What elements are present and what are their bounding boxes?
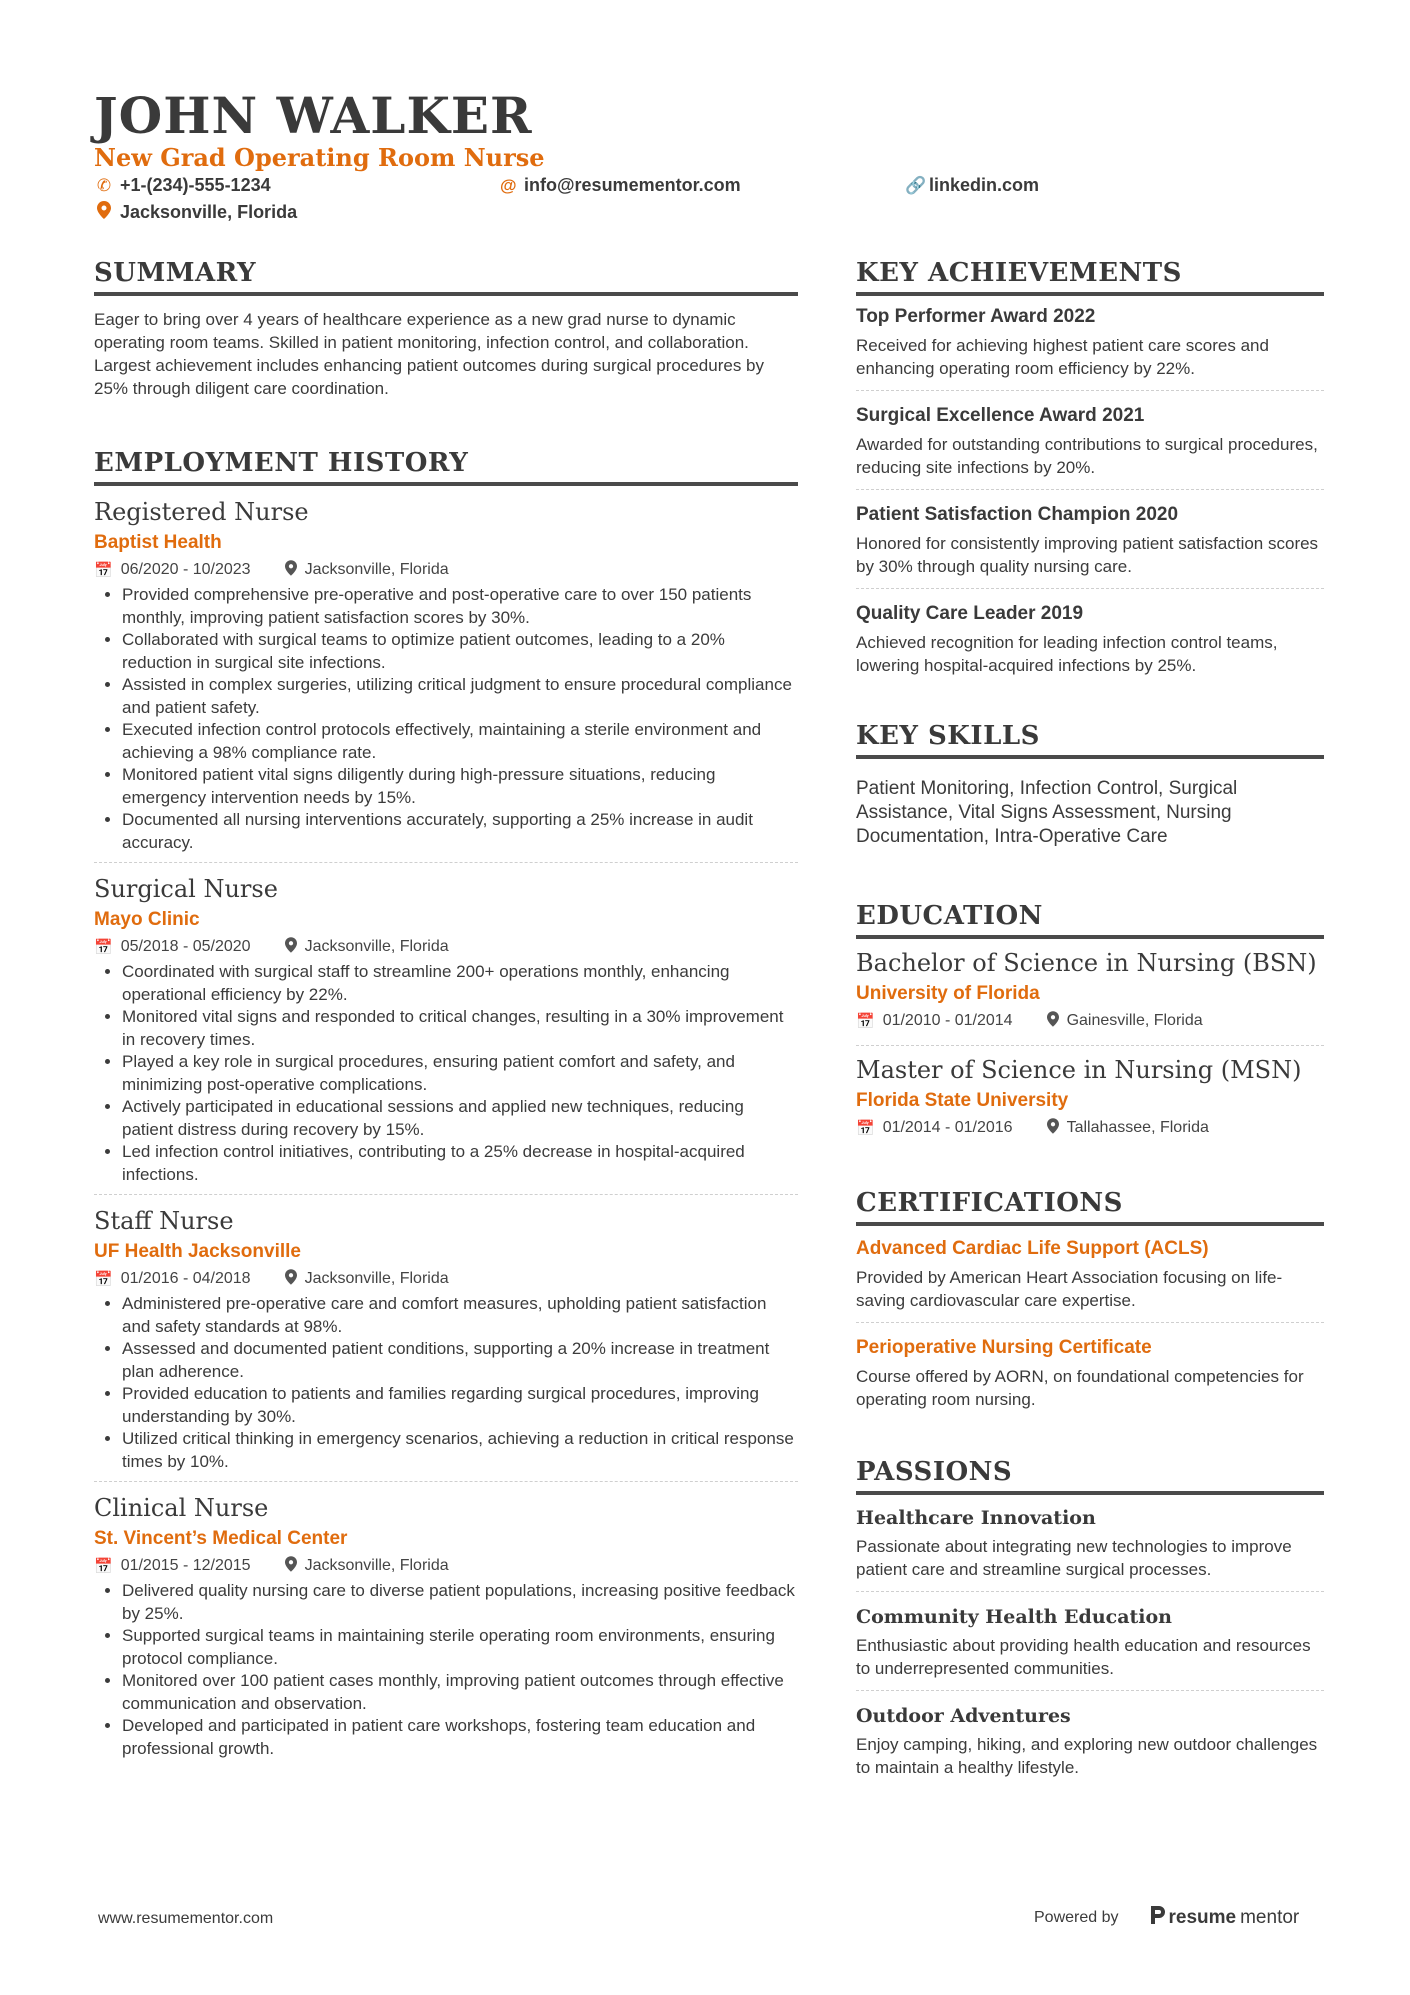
candidate-name: JOHN WALKER <box>94 86 533 145</box>
job-meta <box>94 1556 798 1576</box>
certification-text: Course offered by AORN, on foundational competencies for operating room nursing. <box>856 1367 1304 1409</box>
right-column <box>856 258 1324 1789</box>
education-dates: 01/2010 - 01/2014 <box>882 1012 1013 1029</box>
job-bullet: • Developed and participated in patient care workshops, fostering team education and professional growth. <box>122 1715 798 1760</box>
footer-website[interactable]: www.resumementor.com <box>98 1910 274 1927</box>
job-location: Jacksonville, Florida <box>304 561 449 578</box>
summary-text: Eager to bring over 4 years of healthcare experience as a new grad nurse to dynamic operating room teams. Skilled in patient monitoring, infection control, and collaboration. Largest achievement includes enhancing patient outcomes during surgical procedures by 25% through diligent care coordination. <box>94 310 765 398</box>
certification-text: Provided by American Heart Association focusing on life-saving cardiovascular care expertise. <box>856 1268 1283 1310</box>
job-meta <box>94 937 798 957</box>
phone-icon: ✆ <box>96 175 112 195</box>
job-title: Staff Nurse <box>94 1207 234 1235</box>
passions-heading: PASSIONS <box>856 1457 1324 1495</box>
calendar-icon: 📅 <box>856 1013 875 1030</box>
location-pin-icon <box>285 1269 297 1289</box>
job-location: Jacksonville, Florida <box>304 1270 449 1287</box>
achievement-title: Quality Care Leader 2019 <box>856 603 1084 624</box>
job-bullet: • Coordinated with surgical staff to streamline 200+ operations monthly, enhancing operational efficiency by 22%. <box>122 961 798 1006</box>
job-dates: 01/2015 - 12/2015 <box>120 1557 251 1574</box>
job-company: Mayo Clinic <box>94 909 200 930</box>
job-dates: 06/2020 - 10/2023 <box>120 561 251 578</box>
job-bullet: • Provided education to patients and families regarding surgical procedures, improving understanding by 30%. <box>122 1383 798 1428</box>
job-meta <box>94 560 798 580</box>
calendar-icon: 📅 <box>94 562 113 579</box>
job-bullet: • Utilized critical thinking in emergency scenarios, achieving a reduction in critical response times by 10%. <box>122 1428 798 1473</box>
passion-title: Outdoor Adventures <box>856 1705 1071 1727</box>
brand-logo[interactable] <box>1149 1906 1300 1930</box>
job-bullet: • Provided comprehensive pre-operative and post-operative care to over 150 patients monthly, improving patient satisfaction scores by 30%. <box>122 584 798 629</box>
job-dates: 05/2018 - 05/2020 <box>120 938 251 955</box>
location-pin-icon <box>96 201 112 224</box>
job-title: Registered Nurse <box>94 498 309 526</box>
job-company: St. Vincent’s Medical Center <box>94 1528 348 1549</box>
job-bullet: • Led infection control initiatives, contributing to a 25% decrease in hospital-acquired infections. <box>122 1141 798 1186</box>
job-entry <box>94 1195 798 1482</box>
link-icon: 🔗 <box>905 175 927 195</box>
employment-heading: EMPLOYMENT HISTORY <box>94 448 798 486</box>
phone-contact <box>96 175 271 196</box>
calendar-icon: 📅 <box>94 1558 113 1575</box>
job-bullet: • Monitored patient vital signs diligently during high-pressure situations, reducing emergency intervention needs by 15%. <box>122 764 798 809</box>
calendar-icon: 📅 <box>94 1271 113 1288</box>
job-bullet: • Documented all nursing interventions accurately, supporting a 25% increase in audit accuracy. <box>122 809 798 854</box>
achievement-text: Awarded for outstanding contributions to surgical procedures, reducing site infections by 20%. <box>856 435 1318 477</box>
left-column <box>94 258 798 1768</box>
linkedin-contact <box>905 175 1039 196</box>
skills-text: Patient Monitoring, Infection Control, Surgical Assistance, Vital Signs Assessment, Nursing Documentation, Intra-Operative Care <box>856 778 1238 847</box>
job-bullet: • Collaborated with surgical teams to optimize patient outcomes, leading to a 20% reduction in surgical site infections. <box>122 629 798 674</box>
footer-powered <box>1034 1906 1299 1930</box>
job-bullets <box>94 1293 798 1473</box>
education-degree: Bachelor of Science in Nursing (BSN) <box>856 949 1317 977</box>
location-pin-icon <box>1047 1118 1059 1138</box>
job-bullet: • Delivered quality nursing care to diverse patient populations, increasing positive feedback by 25%. <box>122 1580 798 1625</box>
education-location: Gainesville, Florida <box>1066 1012 1203 1029</box>
job-entry <box>94 863 798 1195</box>
linkedin-text[interactable]: linkedin.com <box>929 175 1040 195</box>
job-bullet: • Executed infection control protocols effectively, maintaining a sterile environment and achieving a 98% compliance rate. <box>122 719 798 764</box>
location-pin-icon <box>1047 1011 1059 1031</box>
education-location: Tallahassee, Florida <box>1066 1119 1209 1136</box>
job-bullet: • Supported surgical teams in maintaining sterile operating room environments, ensuring protocol compliance. <box>122 1625 798 1670</box>
passion-title: Healthcare Innovation <box>856 1507 1096 1529</box>
calendar-icon: 📅 <box>856 1120 875 1137</box>
achievement-text: Received for achieving highest patient care scores and enhancing operating room efficiency by 22%. <box>856 336 1269 378</box>
job-bullet: • Assisted in complex surgeries, utilizing critical judgment to ensure procedural compliance and patient safety. <box>122 674 798 719</box>
email-contact <box>500 175 741 196</box>
passion-item <box>856 1592 1324 1691</box>
achievement-text: Honored for consistently improving patient satisfaction scores by 30% through quality nursing care. <box>856 534 1319 576</box>
passion-text: Enjoy camping, hiking, and exploring new outdoor challenges to maintain a healthy lifestyle. <box>856 1735 1318 1777</box>
job-bullet: • Administered pre-operative care and comfort measures, upholding patient satisfaction and safety standards at 98%. <box>122 1293 798 1338</box>
location-text: Jacksonville, Florida <box>120 202 298 222</box>
certification-item <box>856 1323 1324 1421</box>
email-text[interactable]: info@resumementor.com <box>524 175 741 195</box>
brand-bold: resume <box>1168 1907 1237 1928</box>
location-contact <box>96 201 297 224</box>
certification-title: Perioperative Nursing Certificate <box>856 1337 1152 1358</box>
job-bullets <box>94 584 798 854</box>
job-dates: 01/2016 - 04/2018 <box>120 1270 251 1287</box>
education-school: Florida State University <box>856 1090 1069 1111</box>
powered-by-label: Powered by <box>1034 1909 1119 1926</box>
passion-item <box>856 1495 1324 1592</box>
job-bullet: • Assessed and documented patient conditions, supporting a 20% increase in treatment plan adherence. <box>122 1338 798 1383</box>
achievements-heading: KEY ACHIEVEMENTS <box>856 258 1324 296</box>
job-meta <box>94 1269 798 1289</box>
education-item <box>856 939 1324 1046</box>
job-company: UF Health Jacksonville <box>94 1241 301 1262</box>
education-heading: EDUCATION <box>856 901 1324 939</box>
location-pin-icon <box>285 560 297 580</box>
job-entry <box>94 486 798 863</box>
skills-heading: KEY SKILLS <box>856 721 1324 759</box>
location-pin-icon <box>285 937 297 957</box>
calendar-icon: 📅 <box>94 939 113 956</box>
education-school: University of Florida <box>856 983 1040 1004</box>
passion-text: Enthusiastic about providing health education and resources to underrepresented communities. <box>856 1636 1311 1678</box>
passion-title: Community Health Education <box>856 1606 1172 1628</box>
brand-mark-icon <box>1149 1906 1165 1930</box>
passion-text: Passionate about integrating new technologies to improve patient care and streamline surgical processes. <box>856 1537 1292 1579</box>
job-bullet: • Monitored vital signs and responded to critical changes, resulting in a 30% improvement in recovery times. <box>122 1006 798 1051</box>
job-location: Jacksonville, Florida <box>304 1557 449 1574</box>
at-icon: @ <box>500 175 517 195</box>
achievement-item <box>856 589 1324 687</box>
job-bullet: • Monitored over 100 patient cases monthly, improving patient outcomes through effective communication and observation. <box>122 1670 798 1715</box>
achievement-title: Surgical Excellence Award 2021 <box>856 405 1145 426</box>
education-meta <box>856 1118 1324 1138</box>
achievement-title: Patient Satisfaction Champion 2020 <box>856 504 1179 525</box>
job-title: Clinical Nurse <box>94 1494 269 1522</box>
education-item <box>856 1046 1324 1148</box>
job-entry <box>94 1482 798 1768</box>
location-pin-icon <box>285 1556 297 1576</box>
phone-text[interactable]: +1-(234)-555-1234 <box>120 175 271 195</box>
certification-item <box>856 1226 1324 1323</box>
achievement-item <box>856 296 1324 391</box>
achievement-item <box>856 490 1324 589</box>
education-degree: Master of Science in Nursing (MSN) <box>856 1056 1302 1084</box>
achievement-text: Achieved recognition for leading infection control teams, lowering hospital-acquired infections by 25%. <box>856 633 1278 675</box>
job-company: Baptist Health <box>94 532 222 553</box>
job-bullets <box>94 1580 798 1760</box>
summary-heading: SUMMARY <box>94 258 798 296</box>
candidate-title: New Grad Operating Room Nurse <box>94 143 545 172</box>
job-location: Jacksonville, Florida <box>304 938 449 955</box>
job-title: Surgical Nurse <box>94 875 278 903</box>
passion-item <box>856 1691 1324 1789</box>
education-meta <box>856 1011 1324 1031</box>
achievement-item <box>856 391 1324 490</box>
education-dates: 01/2014 - 01/2016 <box>882 1119 1013 1136</box>
job-bullet: • Played a key role in surgical procedures, ensuring patient comfort and safety, and minimizing post-operative complications. <box>122 1051 798 1096</box>
job-bullet: • Actively participated in educational sessions and applied new techniques, reducing patient distress during recovery by 15%. <box>122 1096 798 1141</box>
certifications-heading: CERTIFICATIONS <box>856 1188 1324 1226</box>
achievement-title: Top Performer Award 2022 <box>856 306 1096 327</box>
certification-title: Advanced Cardiac Life Support (ACLS) <box>856 1238 1209 1259</box>
job-bullets <box>94 961 798 1186</box>
brand-light: mentor <box>1240 1907 1300 1928</box>
